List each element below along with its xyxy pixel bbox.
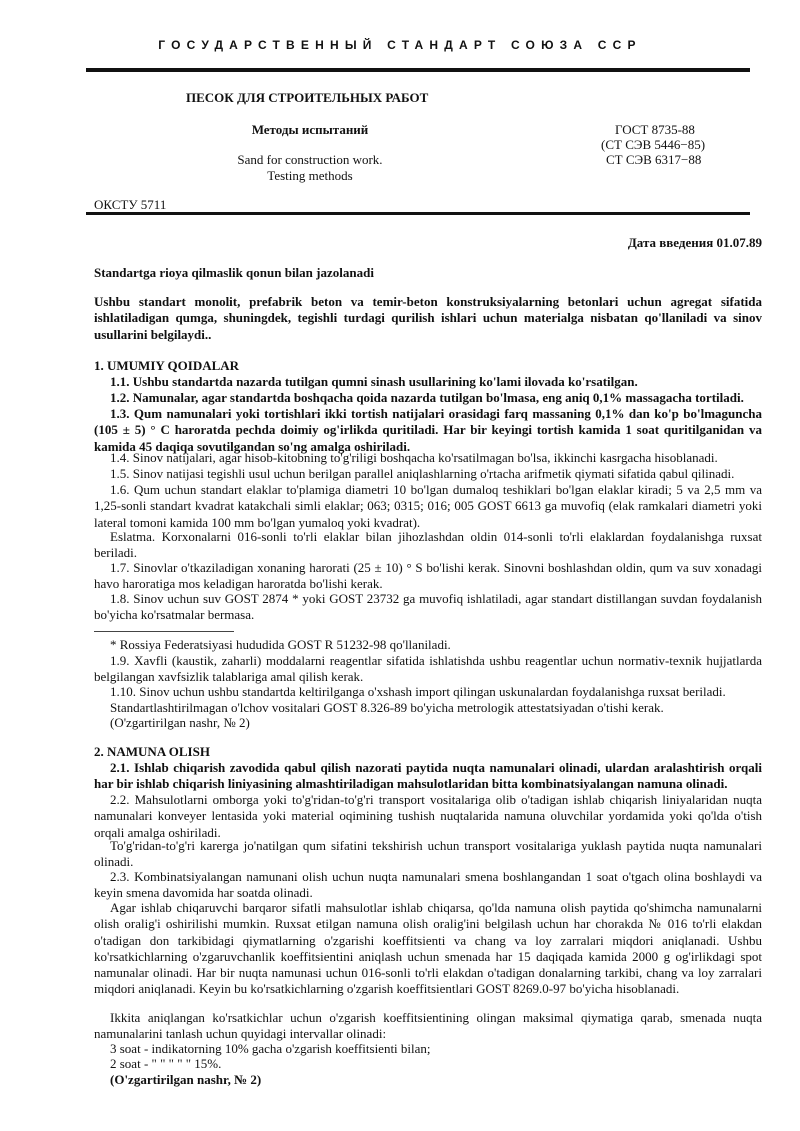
clause-1-4: 1.4. Sinov natijalari, agar hisob-kitobning to'g'riligi boshqacha ko'rsatilmagan bo'lsa, ikkinchi kasrgacha hisoblanadi. xyxy=(110,450,718,465)
scope-paragraph: Ushbu standart monolit, prefabrik beton va temir-beton konstruksiyalarning betonlari uchun agregat sifatida ishlatiladigan qumga, shuningdek, tegishli turdagi qurilish ishlari uchun materialga nisbatan qo'llaniladi va sinov usullarini belgilaydi.. xyxy=(94,294,762,342)
okstu-code: ОКСТУ 5711 xyxy=(94,197,167,212)
st-sev-1: (СТ СЭВ 5446−85) xyxy=(601,137,706,152)
english-title-line2: Testing methods xyxy=(267,168,353,183)
clause-1-6: 1.6. Qum uchun standart elaklar to'plamiga diametri 10 bo'lgan dumaloq teshiklari bo'lgan elaklar kiradi; 5 va 2,5 mm va 1,25-sonli standart kvadrat katakchali simli elaklar; 063; 0315; 016; 005 GOST 6613 ga muvofiq (elak ramkalari diametri yoki lateral tomoni kamida 100 mm bo'lgan yumaloq yoki kvadrat). xyxy=(94,482,762,530)
clause-1-1: 1.1. Ushbu standartda nazarda tutilgan qumni sinash usullarining ko'lami ilovada ko'rsatilgan. xyxy=(110,374,638,389)
interval-3h: 3 soat - indikatorning 10% gacha o'zgarish koeffitsienti bilan; xyxy=(110,1041,431,1056)
footnote-rule xyxy=(94,631,234,632)
section-1-heading: 1. UMUMIY QOIDALAR xyxy=(94,358,240,373)
clause-1-8: 1.8. Sinov uchun suv GOST 2874 * yoki GOST 23732 ga muvofiq ishlatiladi, agar standart distillangan suvdan foydalanish bo'yicha ko'rsatmalar bermasa. xyxy=(94,591,762,623)
clause-1-9: 1.9. Xavfli (kaustik, zaharli) moddalarni reagentlar sifatida ishlatishda ushbu reagentlar uchun normativ-texnik hujjatlarda belgilangan xavfsizlik talablariga amal qilish kerak. xyxy=(94,653,762,685)
english-title-line1: Sand for construction work. xyxy=(237,152,383,167)
st-sev-2: СТ СЭВ 6317−88 xyxy=(606,152,702,167)
clause-1-7: 1.7. Sinovlar o'tkaziladigan xonaning harorati (25 ± 10) ° S bo'lishi kerak. Sinovni boshlashdan oldin, qum va suv xonadagi havo haroratiga mos keladigan haroratda bo'lishi kerak. xyxy=(94,560,762,592)
edition-note-1: (O'zgartirilgan nashr, № 2) xyxy=(110,715,250,730)
document-subtitle: Методы испытаний xyxy=(251,122,369,137)
clause-2-2: 2.2. Mahsulotlarni omborga yoki to'g'ridan-to'g'ri transport vositalariga olib o'tadigan ishlab chiqarish liniyalaridan nuqta namunalari konveyer lentasida yoki material oqimining tushish nuqtalarida namuna oluvchilar yordamida yoki qo'lda o'tish orqali amalga oshiriladi. xyxy=(94,792,762,840)
legal-warning: Standartga rioya qilmaslik qonun bilan jazolanadi xyxy=(94,265,374,280)
standard-banner: ГОСУДАРСТВЕННЫЙ СТАНДАРТ СОЮЗА ССР xyxy=(158,38,642,52)
clause-2-1: 2.1. Ishlab chiqarish zavodida qabul qilish nazorati paytida nuqta namunalari olinadi, ulardan aralashtirish orqali har bir ishlab chiqarish liniyasining almashtiriladigan mahsulotlaridan bitta kombinatsiyalangan namuna olinadi. xyxy=(94,760,762,792)
clause-2-3: 2.3. Kombinatsiyalangan namunani olish uchun nuqta namunalari smena boshlangandan 1 soat o'tgach olina boshlaydi va keyin smena davomida har soatda olinadi. xyxy=(94,869,762,901)
clause-1-2: 1.2. Namunalar, agar standartda boshqacha qoida nazarda tutilgan bo'lmasa, eng aniq 0,1% massagacha tortiladi. xyxy=(110,390,744,405)
clause-note: Eslatma. Korxonalarni 016-sonli to'rli elaklar bilan jihozlashdan oldin 014-sonli to'rli elaklardan foydalanishga ruxsat beriladi. xyxy=(94,529,762,561)
header-rule-2 xyxy=(86,212,750,215)
clause-2-2-quarry: To'g'ridan-to'g'ri karerga jo'natilgan qum sifatini tekshirish uchun transport vositalariga yuklash paytida nuqta namunalari olinadi. xyxy=(94,838,762,870)
header-rule xyxy=(86,68,750,72)
clause-1-5: 1.5. Sinov natijasi tegishli usul uchun berilgan parallel aniqlashlarning o'rtacha arifmetik qiymati sifatida qabul qilinadi. xyxy=(110,466,735,481)
clause-1-10: 1.10. Sinov uchun ushbu standartda keltirilganga o'xshash import qilingan uskunalardan foydalanishga ruxsat beriladi. xyxy=(110,684,726,699)
edition-note-2: (O'zgartirilgan nashr, № 2) xyxy=(110,1072,262,1087)
clause-1-3: 1.3. Qum namunalari yoki tortishlari ikki tortish natijalari orasidagi farq massaning 0,1% dan ko'p bo'lmaguncha (105 ± 5) ° C haroratda pechda doimiy og'irlikda quritiladi. Har bir keyingi tortish kamida 1 soat quritilganidan va kamida 45 daqiqa sovutilgandan so'ng amalga oshiriladi. xyxy=(94,406,762,454)
gost-number: ГОСТ 8735-88 xyxy=(615,122,695,137)
interval-2h: 2 soat - " " " " " 15%. xyxy=(110,1056,222,1071)
intervals-intro: Ikkita aniqlangan ko'rsatkichlar uchun o'zgarish koeffitsientining olingan maksimal qiymatiga qarab, smenada nuqta namunalarini tanlash uchun quyidagi intervallar olinadi: xyxy=(94,1010,762,1042)
section-2-heading: 2. NAMUNA OLISH xyxy=(94,744,210,759)
clause-1-10-metrology: Standartlashtirilmagan o'lchov vositalari GOST 8.326-89 bo'yicha metrologik attestatsiyadan o'tishi kerak. xyxy=(110,700,664,715)
effective-date: Дата введения 01.07.89 xyxy=(627,235,762,250)
clause-2-3-stable: Agar ishlab chiqaruvchi barqaror sifatli mahsulotlar ishlab chiqarsa, qo'lda namuna olish paytida qo'shimcha namunalarni olish oralig'i oshirilishi mumkin. Ruxsat etilgan namuna olish oralig'ini belgilash uchun har chorakda № 016 to'rli elakdan o'tadigan don tarkibidagi qiymatlarning o'zgarishi koeffitsienti va chang va loy zarralari miqdori aniqlanadi. Ushbu ko'rsatkichlarning o'zgaruvchanlik koeffitsientini aniqlash uchun smenada har 15 daqiqada kamida 2000 g og'irlikdagi spot namunalar olinadi. Har bir nuqta namunasi uchun 016-sonli to'rli elakdan o'tadigan donalarning tarkibi, chang va loy zarralari miqdori aniqlanadi. Keyin bu ko'rsatkichlarning o'zgarish koeffitsientlari GOST 8269.0-97 bo'yicha hisoblanadi. xyxy=(94,900,762,997)
document-title: ПЕСОК ДЛЯ СТРОИТЕЛЬНЫХ РАБОТ xyxy=(186,90,429,105)
footnote: * Rossiya Federatsiyasi hududida GOST R 51232-98 qo'llaniladi. xyxy=(110,637,451,652)
